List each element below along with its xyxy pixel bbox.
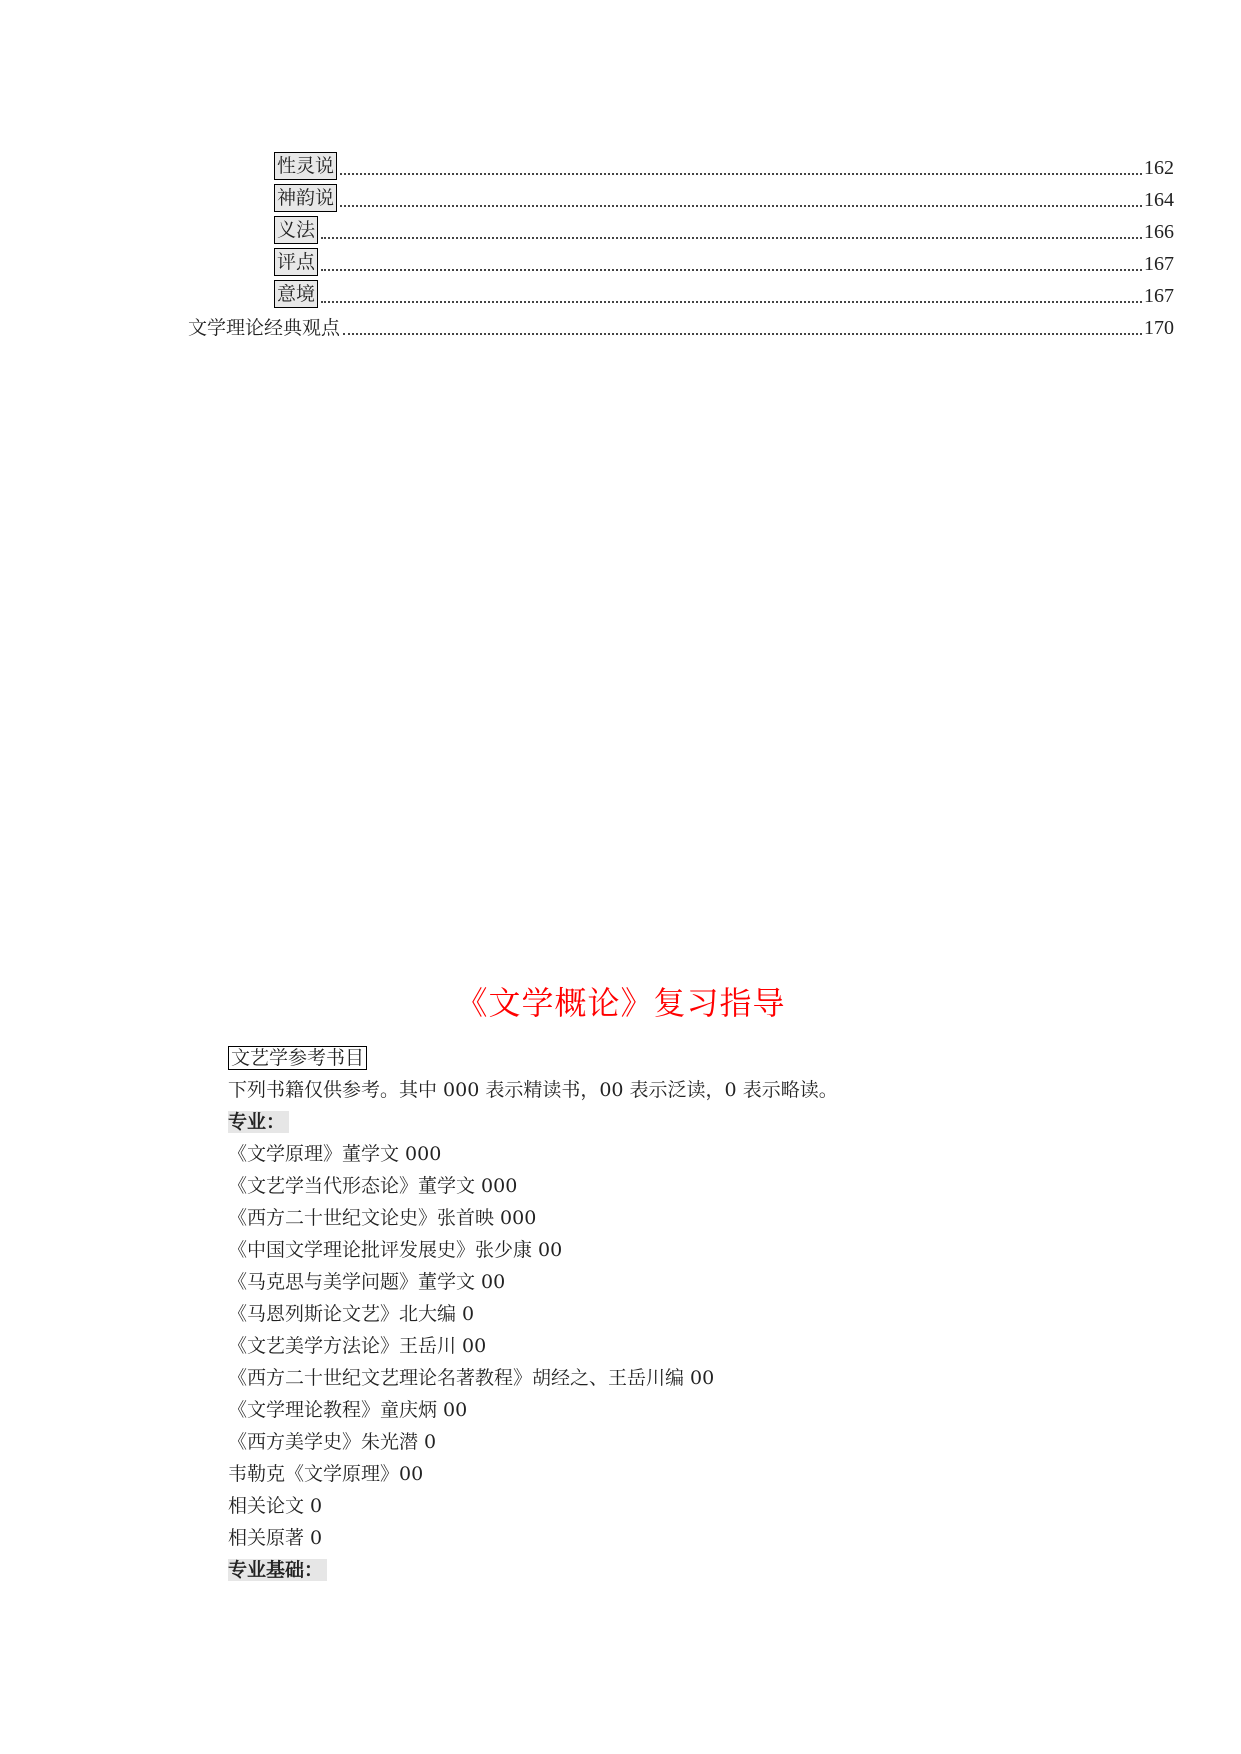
book-item: 《西方美学史》朱光潜 0	[228, 1431, 437, 1453]
toc-entry[interactable]	[274, 214, 1174, 244]
toc-leader-dots	[340, 204, 1142, 207]
group-heading-label: 专业基础：	[228, 1559, 327, 1581]
toc-entry-label: 评点	[274, 248, 318, 276]
toc-entry-page: 162	[1144, 157, 1174, 179]
book-item: 韦勒克《文学原理》00	[228, 1463, 424, 1485]
toc-entry-page: 166	[1144, 221, 1174, 243]
book-item: 相关原著 0	[228, 1527, 323, 1549]
book-item: 《文艺学当代形态论》董学文 000	[228, 1175, 518, 1197]
book-item: 《文艺美学方法论》王岳川 00	[228, 1335, 487, 1357]
book-item: 《文学原理》董学文 000	[228, 1143, 442, 1165]
toc-leader-dots	[340, 172, 1142, 175]
toc-entry-label: 意境	[274, 280, 318, 308]
book-item: 《文学理论教程》童庆炳 00	[228, 1399, 468, 1421]
group-heading	[228, 1109, 289, 1135]
toc-entry-label: 性灵说	[274, 152, 337, 180]
toc-entry-label: 神韵说	[274, 184, 337, 212]
toc-entry-label: 文学理论经典观点	[188, 317, 341, 339]
toc-entry[interactable]	[274, 278, 1174, 308]
group-heading	[228, 1557, 327, 1583]
toc-entry[interactable]	[274, 246, 1174, 276]
group-heading-label: 专业：	[228, 1111, 289, 1133]
book-item: 《西方二十世纪文论史》张首映 000	[228, 1207, 537, 1229]
book-item: 《马恩列斯论文艺》北大编 0	[228, 1303, 475, 1325]
book-item: 《中国文学理论批评发展史》张少康 00	[228, 1239, 563, 1261]
section-heading-label: 文艺学参考书目	[228, 1046, 367, 1070]
toc-entry[interactable]	[274, 150, 1174, 180]
toc-entry-label: 义法	[274, 216, 318, 244]
book-item: 相关论文 0	[228, 1495, 323, 1517]
toc-entry[interactable]	[274, 182, 1174, 212]
toc-leader-dots	[343, 332, 1142, 335]
intro-text: 下列书籍仅供参考。其中 000 表示精读书，00 表示泛读，0 表示略读。	[228, 1079, 838, 1101]
toc-leader-dots	[321, 268, 1142, 271]
toc-entry-page: 164	[1144, 189, 1174, 211]
toc-entry-page: 167	[1144, 253, 1174, 275]
toc-entry-page: 170	[1144, 317, 1174, 339]
toc-leader-dots	[321, 300, 1142, 303]
book-item: 《马克思与美学问题》董学文 00	[228, 1271, 506, 1293]
toc-leader-dots	[321, 236, 1142, 239]
document-title: 《文学概论》复习指导	[455, 984, 786, 1022]
book-item: 《西方二十世纪文艺理论名著教程》胡经之、王岳川编 00	[228, 1367, 715, 1389]
toc-entry-page: 167	[1144, 285, 1174, 307]
section-heading	[228, 1045, 367, 1071]
toc-entry[interactable]	[188, 310, 1174, 340]
